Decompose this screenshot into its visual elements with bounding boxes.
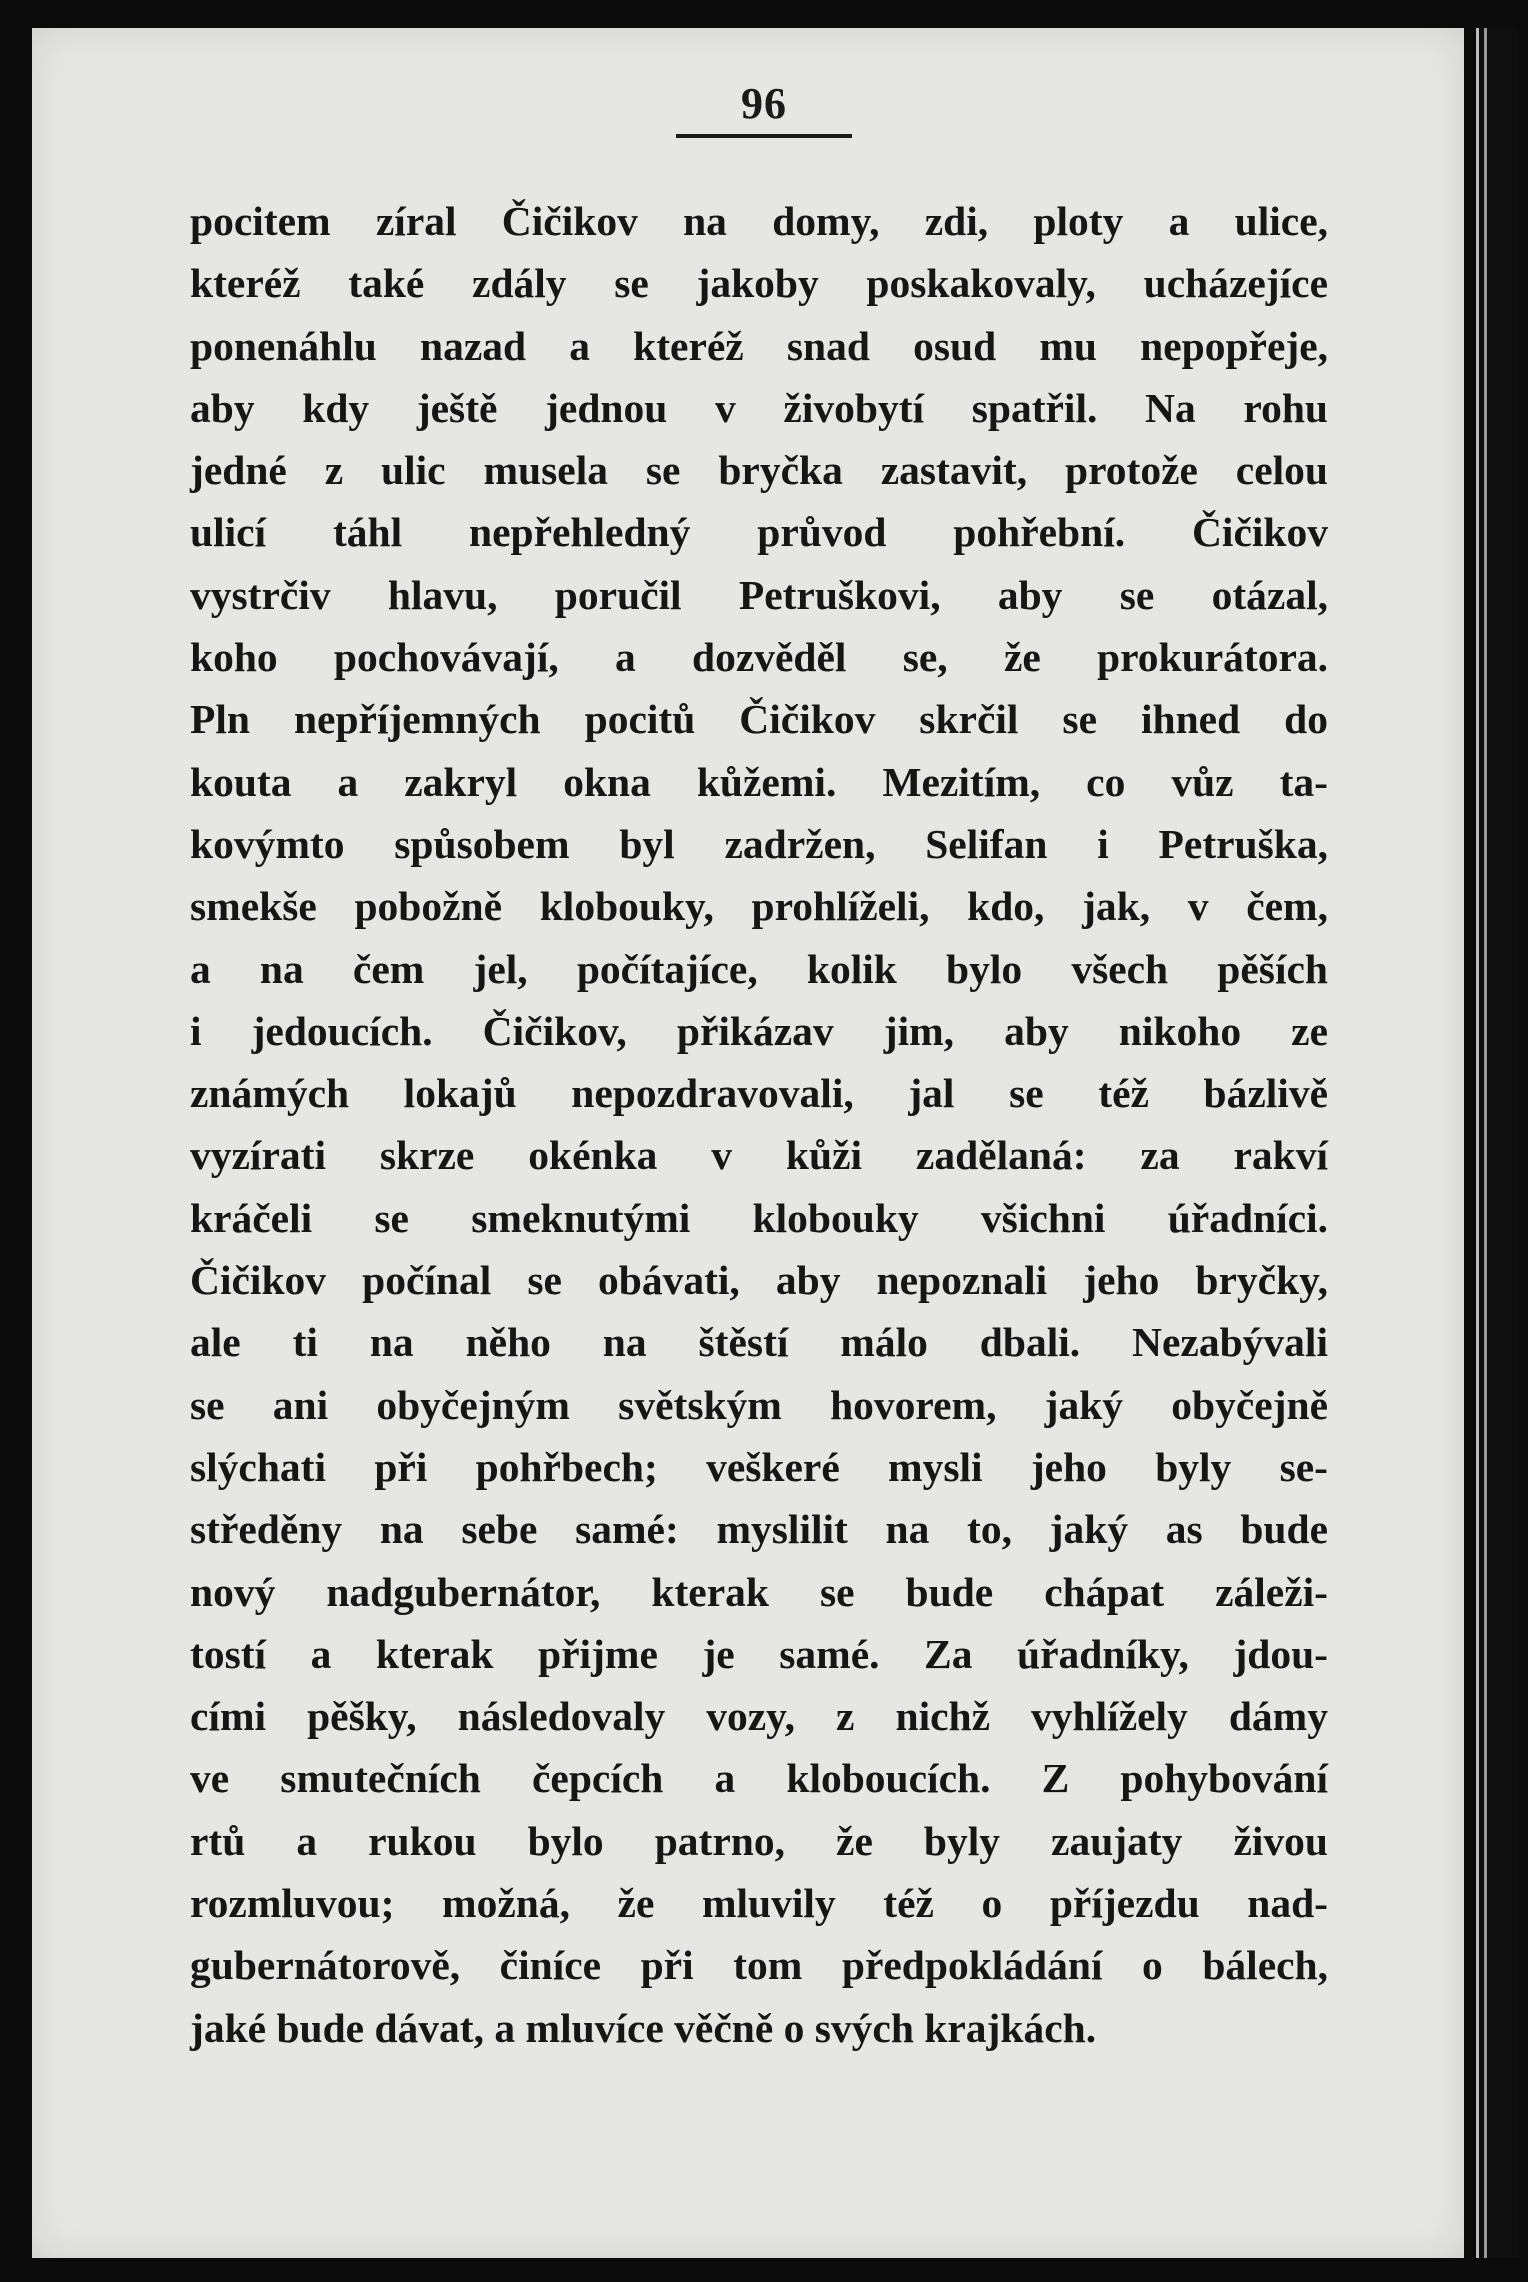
text-line: ale ti na něho na štěstí málo dbali. Nezabývali (190, 1319, 1328, 1366)
text-line: tostí a kterak přijme je samé. Za úřadníky, jdou- (190, 1630, 1328, 1677)
text-line: ve smutečních čepcích a kloboucích. Z pohybování (190, 1755, 1328, 1802)
text-line: jaké bude dávat, a mluvíce věčně o svých krajkách. (190, 2004, 1097, 2051)
text-line: známých lokajů nepozdravovali, jal se též bázlivě (190, 1070, 1328, 1117)
text-line: kouta a zakryl okna kůžemi. Mezitím, co vůz ta- (190, 758, 1328, 805)
text-line: ulicí táhl nepřehledný průvod pohřební. Čičikov (190, 509, 1328, 556)
text-line: slýchati při pohřbech; veškeré mysli jeho byly se- (190, 1443, 1328, 1490)
text-line: Pln nepříjemných pocitů Čičikov skrčil se ihned do (190, 696, 1328, 743)
page-number-underline (676, 134, 852, 138)
text-line: vyzírati skrze okénka v kůži zadělaná: za rakví (190, 1132, 1328, 1179)
text-line: kráčeli se smeknutými klobouky všichni úřadníci. (190, 1194, 1328, 1241)
facing-page-edge (1476, 28, 1519, 2258)
text-line: smekše pobožně klobouky, prohlíželi, kdo, jak, v čem, (190, 883, 1328, 930)
body-text (190, 190, 1328, 2059)
text-line: rozmluvou; možná, že mluvily též o příjezdu nad- (190, 1880, 1328, 1927)
text-line: koho pochovávají, a dozvěděl se, že prokurátora. (190, 634, 1328, 681)
page-edge-highlight (1484, 28, 1487, 2258)
text-line: i jedoucích. Čičikov, přikázav jim, aby nikoho ze (190, 1007, 1328, 1054)
text-line: kovýmto spůsobem byl zadržen, Selifan i Petruška, (190, 820, 1328, 867)
text-line: gubernátorově, činíce při tom předpokládání o bálech, (190, 1942, 1328, 1989)
page-number: 96 (741, 79, 787, 128)
text-line: středěny na sebe samé: myslilit na to, jaký as bude (190, 1506, 1328, 1553)
text-line: ponenáhlu nazad a kteréž snad osud mu nepopřeje, (190, 322, 1328, 369)
text-line: a na čem jel, počítajíce, kolik bylo všech pěších (190, 945, 1328, 992)
text-line: jedné z ulic musela se bryčka zastavit, protože celou (190, 447, 1328, 494)
text-line: kteréž také zdály se jakoby poskakovaly, ucházejíce (190, 260, 1328, 307)
text-line: pocitem zíral Čičikov na domy, zdi, ploty a ulice, (190, 198, 1328, 244)
text-line: vystrčiv hlavu, poručil Petruškovi, aby se otázal, (190, 571, 1328, 618)
text-line: aby kdy ještě jednou v živobytí spatřil. Na rohu (190, 384, 1328, 431)
text-line: cími pěšky, následovaly vozy, z nichž vyhlížely dámy (190, 1693, 1328, 1740)
text-line: rtů a rukou bylo patrno, že byly zaujaty živou (190, 1817, 1328, 1864)
text-line: se ani obyčejným světským hovorem, jaký obyčejně (190, 1381, 1328, 1428)
text-line: nový nadgubernátor, kterak se bude chápat záleži- (190, 1568, 1328, 1615)
text-line: Čičikov počínal se obávati, aby nepoznali jeho bryčky, (190, 1257, 1328, 1304)
